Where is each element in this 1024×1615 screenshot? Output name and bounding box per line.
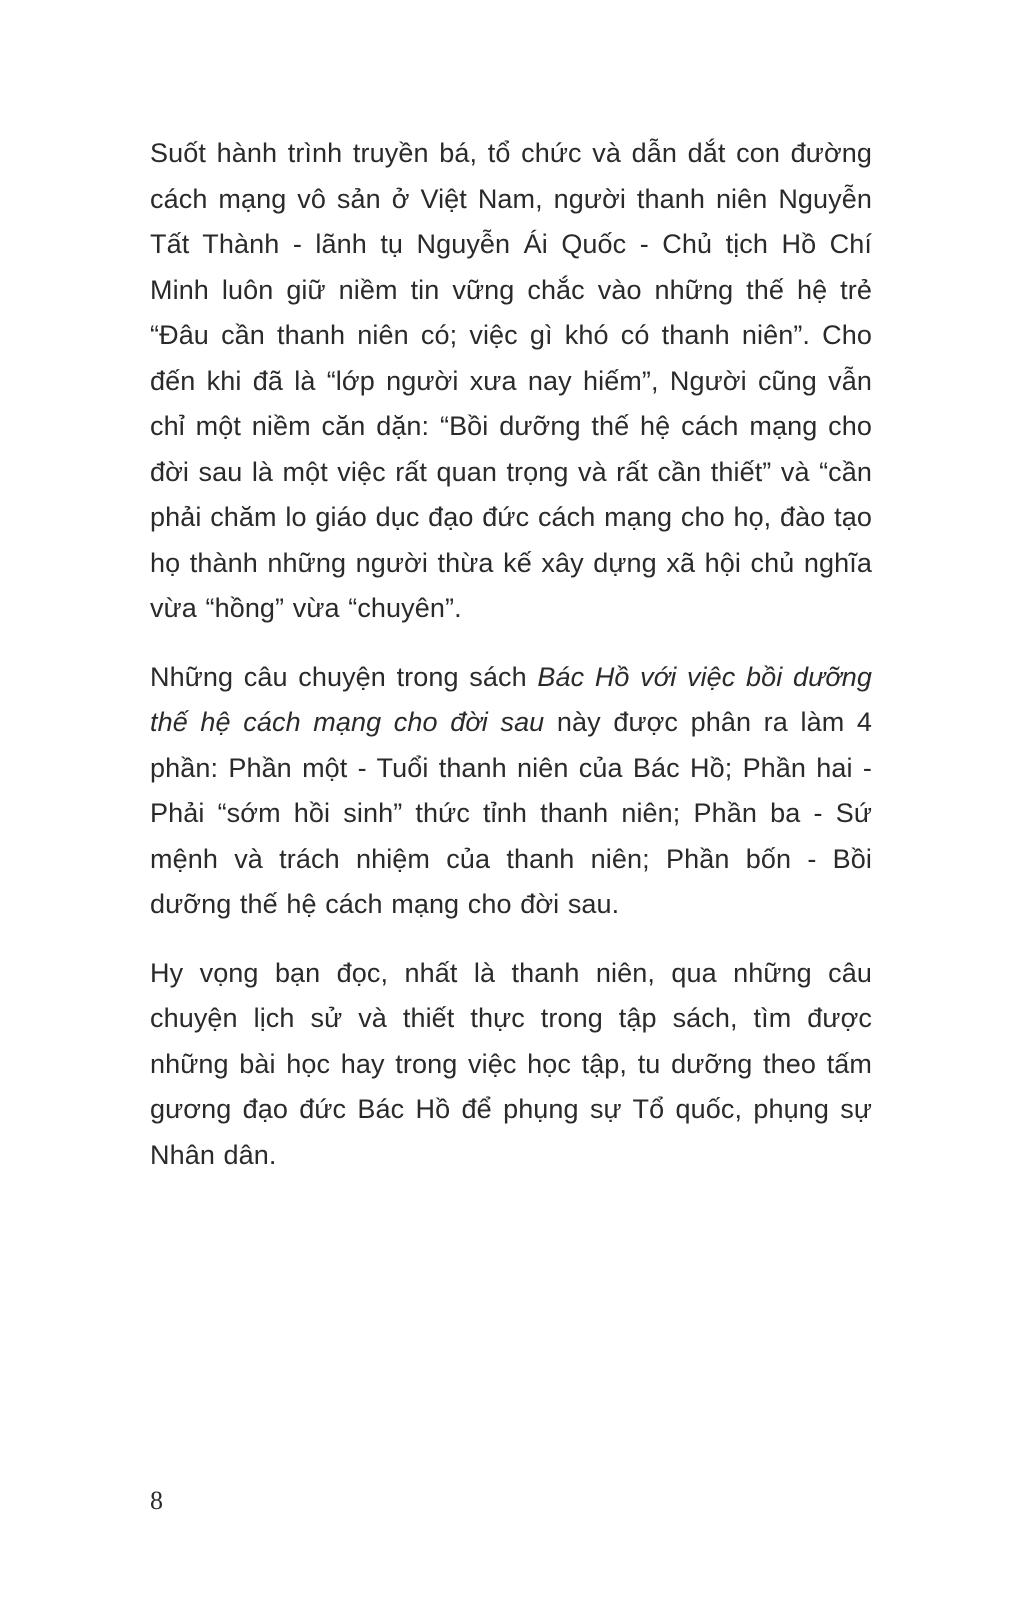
body-text — [150, 131, 872, 1201]
paragraph-intro: Suốt hành trình truyền bá, tổ chức và dẫn dắt con đường cách mạng vô sản ở Việt Nam, người thanh niên Nguyễn Tất Thành - lãnh tụ Nguyễn Ái Quốc - Chủ tịch Hồ Chí Minh luôn giữ niềm tin vững chắc vào những thế hệ trẻ “Đâu cần thanh niên có; việc gì khó có thanh niên”. Cho đến khi đã là “lớp người xưa nay hiếm”, Người cũng vẫn chỉ một niềm căn dặn: “Bồi dưỡng thế hệ cách mạng cho đời sau là một việc rất quan trọng và rất cần thiết” và “cần phải chăm lo giáo dục đạo đức cách mạng cho họ, đào tạo họ thành những người thừa kế xây dựng xã hội chủ nghĩa vừa “hồng” vừa “chuyên”. — [150, 138, 872, 623]
paragraph-book-structure-rest: này được phân ra làm 4 phần: Phần một - Tuổi thanh niên của Bác Hồ; Phần hai - Phải “sớm hồi sinh” thức tỉnh thanh niên; Phần ba - Sứ mệnh và trách nhiệm của thanh niên; Phần bốn - Bồi dưỡng thế hệ cách mạng cho đời sau. — [150, 707, 872, 919]
book-title: Bác Hồ với việc bồi dưỡng thế hệ cách mạng cho đời sau — [150, 661, 872, 737]
page-number: 8 — [150, 1486, 163, 1515]
paragraph-closing: Hy vọng bạn đọc, nhất là thanh niên, qua những câu chuyện lịch sử và thiết thực trong tập sách, tìm được những bài học hay trong việc học tập, tu dưỡng theo tấm gương đạo đức Bác Hồ để phụng sự Tổ quốc, phụng sự Nhân dân. — [150, 957, 872, 1170]
paragraph-book-structure-lead: Những câu chuyện trong sách — [150, 661, 538, 692]
paragraph-book-structure — [150, 655, 872, 928]
